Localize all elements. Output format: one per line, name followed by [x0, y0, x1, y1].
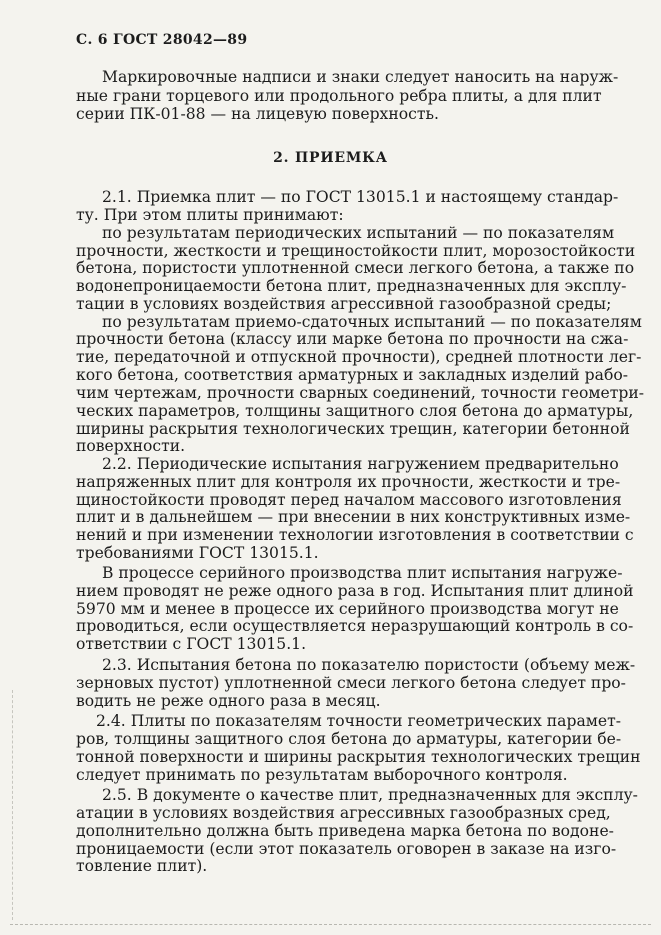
scan-edge-bottom: [10, 924, 651, 927]
body-line: напряженных плит для контроля их прочности, жесткости и тре-: [76, 473, 621, 491]
body-line: ту. При этом плиты принимают:: [76, 206, 344, 224]
body-line: кого бетона, соответствия арматурных и закладных изделий рабо-: [76, 366, 628, 384]
body-line: проводиться, если осуществляется неразрушающий контроль в со-: [76, 617, 634, 635]
body-line: 2.2. Периодические испытания нагружением предварительно: [102, 455, 619, 473]
body-line: требованиями ГОСТ 13015.1.: [76, 544, 319, 562]
body-line: В процессе серийного производства плит испытания нагруже-: [102, 564, 623, 582]
body-line: атации в условиях воздействия агрессивных газообразных сред,: [76, 804, 611, 822]
body-line: 2.5. В документе о качестве плит, предназначенных для эксплу-: [102, 786, 638, 804]
body-line: прочности бетона (классу или марке бетона по прочности на сжа-: [76, 330, 629, 348]
body-line: водить не реже одного раза в месяц.: [76, 692, 381, 710]
body-line: 2.3. Испытания бетона по показателю пористости (объему меж-: [102, 656, 636, 674]
page-header: С. 6 ГОСТ 28042—89: [76, 32, 248, 48]
body-line: тонной поверхности и ширины раскрытия технологических трещин: [76, 748, 641, 766]
body-line: водонепроницаемости бетона плит, предназначенных для эксплу-: [76, 277, 627, 295]
body-line: ров, толщины защитного слоя бетона до арматуры, категории бе-: [76, 730, 622, 748]
body-line: проницаемости (если этот показатель оговорен в заказе на изго-: [76, 840, 617, 858]
body-line: товление плит).: [76, 857, 208, 875]
scan-edge-left: [12, 690, 15, 920]
body-line: 2.4. Плиты по показателям точности геометрических парамет-: [96, 712, 622, 730]
body-line: ответствии с ГОСТ 13015.1.: [76, 635, 307, 653]
body-line: тации в условиях воздействия агрессивной газообразной среды;: [76, 295, 612, 313]
body-line: дополнительно должна быть приведена марка бетона по водоне-: [76, 822, 614, 840]
body-line: по результатам приемо-сдаточных испытаний — по показателям: [102, 313, 642, 331]
body-line: прочности, жесткости и трещиностойкости плит, морозостойкости: [76, 242, 636, 260]
body-line: плит и в дальнейшем — при внесении в них конструктивных изме-: [76, 508, 631, 526]
intro-line: Маркировочные надписи и знаки следует наносить на наруж-: [102, 68, 619, 86]
body-line: нием проводят не реже одного раза в год. Испытания плит длиной: [76, 582, 634, 600]
body-line: тие, передаточной и отпускной прочности), средней плотности лег-: [76, 348, 642, 366]
intro-line: ные грани торцевого или продольного ребра плиты, а для плит: [76, 87, 602, 105]
section-heading: 2. ПРИЕМКА: [273, 150, 388, 166]
body-line: щиностойкости проводят перед началом массового изготовления: [76, 491, 622, 509]
body-line: ширины раскрытия технологических трещин, категории бетонной: [76, 420, 630, 438]
body-line: ческих параметров, толщины защитного слоя бетона до арматуры,: [76, 402, 634, 420]
intro-line: серии ПК-01-88 — на лицевую поверхность.: [76, 105, 439, 123]
body-line: нений и при изменении технологии изготовления в соответствии с: [76, 526, 634, 544]
body-line: зерновых пустот) уплотненной смеси легкого бетона следует про-: [76, 674, 626, 692]
body-line: бетона, пористости уплотненной смеси легкого бетона, а также по: [76, 259, 635, 277]
body-line: 5970 мм и менее в процессе их серийного производства могут не: [76, 600, 619, 618]
body-line: 2.1. Приемка плит — по ГОСТ 13015.1 и настоящему стандар-: [102, 188, 619, 206]
body-line: следует принимать по результатам выборочного контроля.: [76, 766, 568, 784]
body-line: поверхности.: [76, 437, 186, 455]
body-line: по результатам периодических испытаний — по показателям: [102, 224, 615, 242]
body-line: чим чертежам, прочности сварных соединений, точности геометри-: [76, 384, 645, 402]
